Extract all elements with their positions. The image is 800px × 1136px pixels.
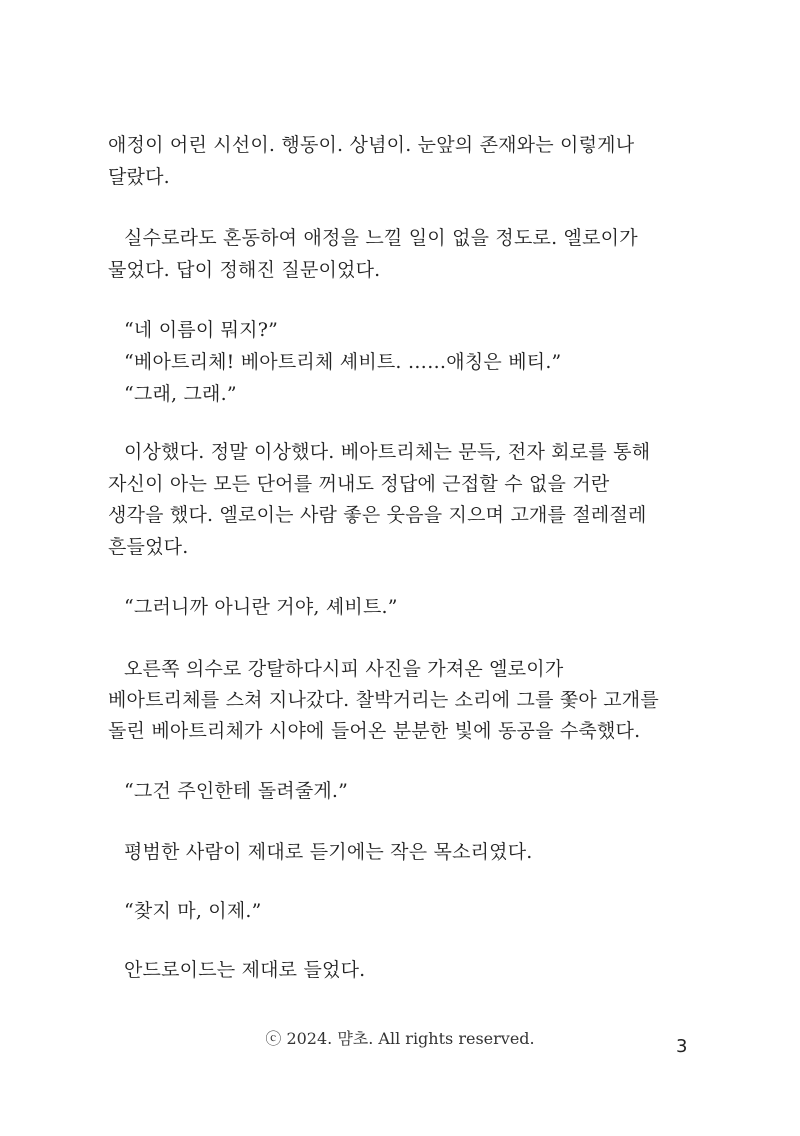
paragraph-line: 오른쪽 의수로 강탈하다시피 사진을 가져온 엘로이가 xyxy=(124,658,564,680)
dialogue-line: “그러니까 아니란 거야, 셰비트.” xyxy=(124,596,398,618)
paragraph-line: 달랐다. xyxy=(108,166,170,188)
paragraph-line: 애정이 어린 시선이. 행동이. 상념이. 눈앞의 존재와는 이렇게나 xyxy=(108,134,635,156)
page-number: 3 xyxy=(676,1036,688,1057)
dialogue-line: “찾지 마, 이제.” xyxy=(124,900,262,922)
dialogue-line: “그래, 그래.” xyxy=(124,383,237,405)
paragraph-line: 돌린 베아트리체가 시야에 들어온 분분한 빛에 동공을 수축했다. xyxy=(108,720,641,742)
copyright-footer: ⓒ 2024. 먐초. All rights reserved. xyxy=(265,1029,535,1048)
paragraph-line: 생각을 했다. 엘로이는 사람 좋은 웃음을 지으며 고개를 절레절레 xyxy=(108,504,647,526)
paragraph-line: 자신이 아는 모든 단어를 꺼내도 정답에 근접할 수 없을 거란 xyxy=(108,473,610,495)
dialogue-line: “그건 주인한테 돌려줄게.” xyxy=(124,780,349,802)
paragraph-line: 평범한 사람이 제대로 듣기에는 작은 목소리였다. xyxy=(124,841,533,863)
paragraph-line: 안드로이드는 제대로 들었다. xyxy=(124,959,366,981)
paragraph-line: 물었다. 답이 정해진 질문이었다. xyxy=(108,259,381,281)
paragraph-line: 베아트리체를 스쳐 지나갔다. 찰박거리는 소리에 그를 쫓아 고개를 xyxy=(108,689,659,711)
dialogue-line: “네 이름이 뭐지?” xyxy=(124,319,279,341)
paragraph-line: 이상했다. 정말 이상했다. 베아트리체는 문득, 전자 회로를 통해 xyxy=(124,441,651,463)
paragraph-line: 실수로라도 혼동하여 애정을 느낄 일이 없을 정도로. 엘로이가 xyxy=(124,227,638,249)
paragraph-line: 흔들었다. xyxy=(108,536,189,558)
dialogue-line: “베아트리체! 베아트리체 셰비트. ……애칭은 베티.” xyxy=(124,351,562,373)
